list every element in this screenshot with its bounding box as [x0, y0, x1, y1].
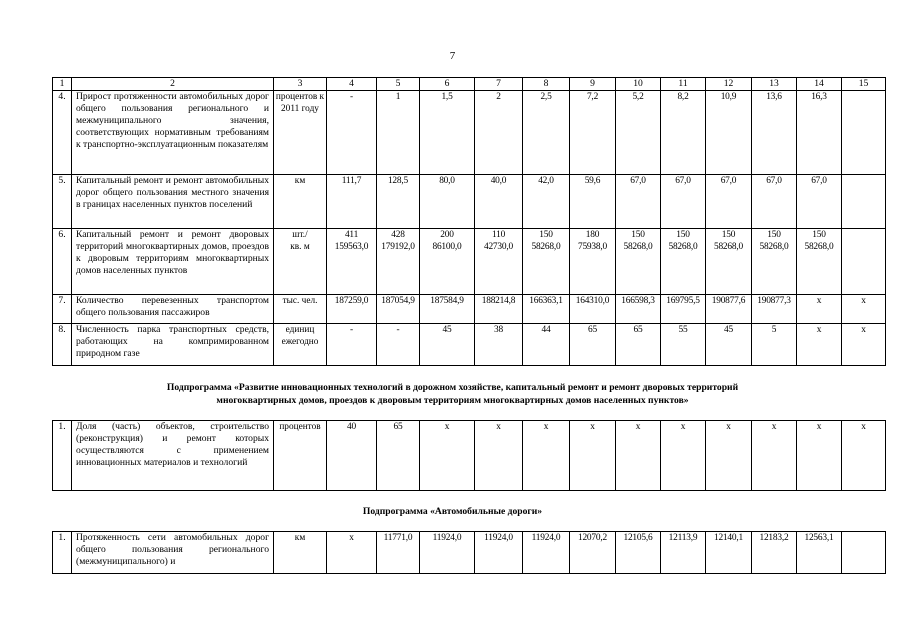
value-cell: x [661, 421, 706, 491]
value-line: 58268,0 [713, 242, 744, 252]
value-cell: 187259,0 [327, 295, 377, 324]
value-cell: 65 [377, 421, 420, 491]
table-row [53, 532, 886, 574]
table-row [53, 324, 886, 366]
header-cell: 6 [420, 78, 475, 91]
value-cell: 67,0 [661, 175, 706, 229]
value-cell: 190877,6 [706, 295, 752, 324]
value-cell: 128,5 [377, 175, 420, 229]
value-line: 75938,0 [577, 242, 608, 252]
value-cell: 11924,0 [523, 532, 570, 574]
table-row [53, 91, 886, 175]
page-number: 7 [449, 50, 456, 62]
header-cell: 13 [752, 78, 797, 91]
row-number: 8. [53, 324, 72, 366]
header-cell: 2 [72, 78, 274, 91]
header-cell: 11 [661, 78, 706, 91]
value-cell: x [842, 421, 886, 491]
subprogram-heading: Подпрограмма «Автомобильные дороги» [362, 506, 543, 517]
value-cell: 166598,3 [616, 295, 661, 324]
value-cell: 164310,0 [570, 295, 616, 324]
value-cell: - [327, 324, 377, 366]
row-number: 1. [53, 421, 72, 491]
value-cell: 187054,9 [377, 295, 420, 324]
value-cell: 166363,1 [523, 295, 570, 324]
row-number: 7. [53, 295, 72, 324]
value-cell: 12140,1 [706, 532, 752, 574]
row-unit: тыс. чел. [274, 295, 327, 324]
value-cell [842, 229, 886, 295]
table-row [53, 229, 886, 295]
value-line: 428 [391, 230, 405, 240]
value-cell [377, 229, 420, 295]
value-cell: x [570, 421, 616, 491]
value-cell [797, 229, 842, 295]
value-cell: 2,5 [523, 91, 570, 175]
value-cell: 11771,0 [377, 532, 420, 574]
row-description: Прирост протяженности автомобильных дорог общего пользования регионального и межмуниципального значения, соответствующих нормативным требованиям к транспортно-эксплуатационным показателям [72, 91, 274, 175]
value-cell: x [475, 421, 523, 491]
row-unit: км [274, 175, 327, 229]
value-cell: x [842, 324, 886, 366]
row-description: Капитальный ремонт и ремонт дворовых территорий многоквартирных домов, проездов к дворовым территориям многоквартирных домов населенных пунктов [72, 229, 274, 295]
value-cell: 10,9 [706, 91, 752, 175]
value-cell: 111,7 [327, 175, 377, 229]
value-cell [842, 532, 886, 574]
row-number: 5. [53, 175, 72, 229]
value-cell: 40,0 [475, 175, 523, 229]
value-cell: 67,0 [752, 175, 797, 229]
value-cell: 12070,2 [570, 532, 616, 574]
row-unit: единиц ежегодно [274, 324, 327, 366]
header-cell: 4 [327, 78, 377, 91]
value-cell: 67,0 [706, 175, 752, 229]
value-cell: 1 [377, 91, 420, 175]
value-cell: x [752, 421, 797, 491]
value-cell: 11924,0 [475, 532, 523, 574]
header-cell: 12 [706, 78, 752, 91]
value-cell: x [797, 324, 842, 366]
value-cell: 42,0 [523, 175, 570, 229]
value-cell [420, 229, 475, 295]
value-cell: 40 [327, 421, 377, 491]
value-cell: - [327, 91, 377, 175]
value-line: 179192,0 [381, 242, 415, 252]
unit-line: кв. м [290, 242, 310, 252]
value-cell: 44 [523, 324, 570, 366]
header-cell: 9 [570, 78, 616, 91]
value-cell: 187584,9 [420, 295, 475, 324]
header-cell: 10 [616, 78, 661, 91]
value-cell [842, 175, 886, 229]
value-cell: 12183,2 [752, 532, 797, 574]
value-line: 42730,0 [483, 242, 514, 252]
value-line: 159563,0 [334, 242, 369, 252]
value-cell [661, 229, 706, 295]
value-cell: 12113,9 [661, 532, 706, 574]
value-cell: 5 [752, 324, 797, 366]
row-description: Капитальный ремонт и ремонт автомобильных дорог общего пользования местного значения в границах населенных пунктов поселений [72, 175, 274, 229]
value-cell: 45 [706, 324, 752, 366]
unit-line: шт./ [292, 230, 308, 240]
value-cell [475, 229, 523, 295]
value-cell: - [377, 324, 420, 366]
value-cell: 7,2 [570, 91, 616, 175]
value-cell: 65 [570, 324, 616, 366]
value-cell [842, 91, 886, 175]
value-cell: 67,0 [797, 175, 842, 229]
value-line: 58268,0 [804, 242, 834, 252]
value-cell: x [420, 421, 475, 491]
header-cell: 1 [53, 78, 72, 91]
header-cell: 8 [523, 78, 570, 91]
value-cell [523, 229, 570, 295]
value-line: 110 [491, 230, 506, 240]
row-description: Доля (часть) объектов, строительство (реконструкция) и ремонт которых осуществляются с применением инновационных материалов и технологий [72, 421, 274, 491]
value-cell: 190877,3 [752, 295, 797, 324]
value-cell: 65 [616, 324, 661, 366]
value-cell [616, 229, 661, 295]
value-cell: 59,6 [570, 175, 616, 229]
value-line: 150 [676, 230, 690, 240]
value-line: 58268,0 [668, 242, 698, 252]
table-row [53, 295, 886, 324]
row-number: 4. [53, 91, 72, 175]
value-cell: 12563,1 [797, 532, 842, 574]
header-cell: 5 [377, 78, 420, 91]
value-cell: x [523, 421, 570, 491]
row-unit [274, 229, 327, 295]
value-cell: 67,0 [616, 175, 661, 229]
value-cell: x [797, 295, 842, 324]
table-row [53, 421, 886, 491]
value-cell: 11924,0 [420, 532, 475, 574]
value-cell: 5,2 [616, 91, 661, 175]
header-cell: 14 [797, 78, 842, 91]
row-unit: процентов [274, 421, 327, 491]
row-number: 1. [53, 532, 72, 574]
innovation-table [52, 420, 886, 491]
row-unit: км [274, 532, 327, 574]
value-cell: 55 [661, 324, 706, 366]
value-cell: 80,0 [420, 175, 475, 229]
row-description: Численность парка транспортных средств, работающих на компримированном природном газе [72, 324, 274, 366]
row-number: 6. [53, 229, 72, 295]
value-cell: x [327, 532, 377, 574]
value-line: 150 [767, 230, 781, 240]
value-cell [752, 229, 797, 295]
value-line: 150 [631, 230, 645, 240]
value-cell: x [842, 295, 886, 324]
value-line: 150 [812, 230, 826, 240]
header-cell: 15 [842, 78, 886, 91]
value-cell [706, 229, 752, 295]
value-cell: 2 [475, 91, 523, 175]
value-cell: 8,2 [661, 91, 706, 175]
value-cell: 188214,8 [475, 295, 523, 324]
value-cell [570, 229, 616, 295]
value-cell: 169795,5 [661, 295, 706, 324]
value-line: 58268,0 [623, 242, 653, 252]
header-cell: 3 [274, 78, 327, 91]
value-line: 150 [721, 230, 736, 240]
value-line: 150 [539, 230, 553, 240]
value-cell: x [706, 421, 752, 491]
header-cell: 7 [475, 78, 523, 91]
value-cell: 45 [420, 324, 475, 366]
value-line: 180 [585, 230, 600, 240]
row-description: Протяженность сети автомобильных дорог общего пользования регионального (межмуниципального) и [72, 532, 274, 574]
row-unit: процентов к 2011 году [274, 91, 327, 175]
value-cell: 16,3 [797, 91, 842, 175]
row-description: Количество перевезенных транспортом общего пользования пассажиров [72, 295, 274, 324]
value-cell: 13,6 [752, 91, 797, 175]
value-cell: x [616, 421, 661, 491]
value-line: 86100,0 [432, 242, 462, 252]
value-line: 58268,0 [531, 242, 561, 252]
value-cell [327, 229, 377, 295]
value-cell: 1,5 [420, 91, 475, 175]
value-cell: 38 [475, 324, 523, 366]
value-line: 58268,0 [759, 242, 789, 252]
value-cell: 12105,6 [616, 532, 661, 574]
value-cell: x [797, 421, 842, 491]
value-line: 200 [440, 230, 454, 240]
subprogram-heading: Подпрограмма «Развитие инновационных технологий в дорожном хозяйстве, капитальный ремонт и ремонт дворовых территорий многоквартирных домов, проездов к дворовым территориям многоквартирных домов населенных пунктов» [166, 382, 739, 406]
roads-table [52, 531, 886, 574]
table-row [53, 175, 886, 229]
value-line: 411 [344, 230, 359, 240]
header-row [53, 78, 886, 91]
indicators-table [52, 77, 886, 366]
